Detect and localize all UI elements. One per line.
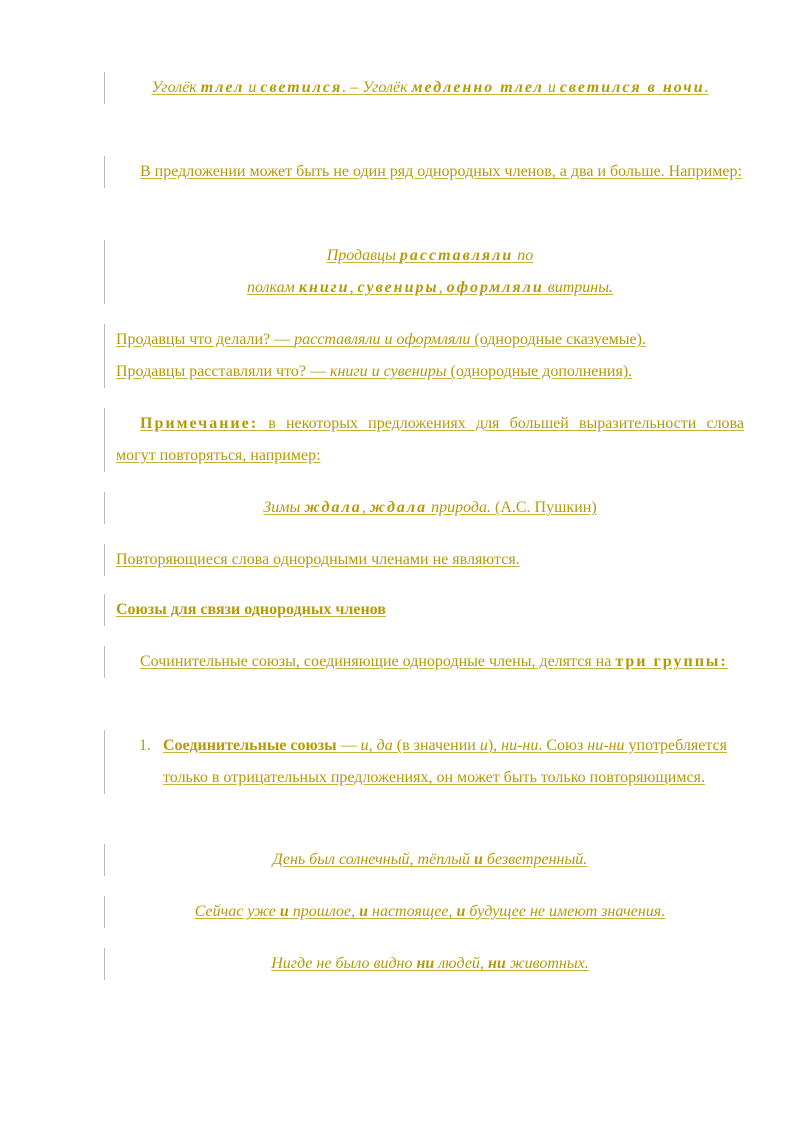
example-paragraph-pushkin [104,492,744,524]
list-item-body [163,730,732,794]
text-run: Продавцы расставляли что? — [116,363,330,380]
emphasized-word: сувениры [357,279,439,296]
conjunction: и [279,903,289,920]
text-run: в некоторых предложениях для большей выразительности слова могут повторяться, например: [116,415,744,464]
citation: (А.С. Пушкин) [490,499,597,516]
text-run: употребляется только в отрицательных предложениях, он может быть только повторяющимся. [163,737,727,786]
emphasized-word: медленно тлел [411,79,544,96]
text-run: (в значении [392,737,480,754]
emphasized-word: расставляли [399,247,514,264]
emphasized-word: светился в ночи [559,79,705,96]
body-paragraph [104,646,744,678]
conjunction: и [474,851,483,868]
text-run: Нигде не было видно [271,955,417,972]
text-run: . [704,79,709,96]
conjunction: и [456,903,466,920]
emphasized-word: ждала [304,499,362,516]
text-run: витрины. [543,279,614,296]
list-number: 1. [139,737,151,754]
text-run: День был солнечный, тёплый [272,851,475,868]
text-run: настоящее, [368,903,457,920]
text-run: Уголёк [151,79,201,96]
emphasized-word: три группы [615,653,721,670]
text-run: ни-ни [501,737,539,754]
conjunction: ни [487,955,506,972]
text-run: будущее не имеют значения. [465,903,666,920]
term: Соединительные союзы [163,737,337,754]
text-run: (однородные сказуемые). [470,331,646,348]
text-run: Сейчас уже [194,903,280,920]
note-paragraph [104,408,744,472]
example-line [104,948,744,980]
text-run: природа. [427,499,491,516]
text-run: , [438,279,447,296]
text-run: , [361,499,370,516]
note-label: Примечание: [140,415,259,432]
text-run: животных. [505,955,589,972]
text-run: ), [487,737,502,754]
text-run: безветренный. [482,851,588,868]
text-run: и [543,79,560,96]
conjunction: и [359,903,369,920]
text-run: людей, [434,955,488,972]
text-run: и [244,79,261,96]
explanation-paragraph [104,324,744,388]
text-run: книги и сувениры [329,363,447,380]
example-line [104,844,744,876]
text-run: прошлое, [288,903,360,920]
example-line [104,896,744,928]
text-run: Продавцы что делали? — [116,331,295,348]
emphasized-word: книги [298,279,350,296]
text-run: и, да [360,737,393,754]
emphasized-word: светился [260,79,343,96]
text-run: : [720,653,728,670]
emphasized-word: тлел [200,79,245,96]
text-run: и [479,737,488,754]
text-run: расставляли и оформляли [294,331,471,348]
text-run: . Союз [538,737,588,754]
example-paragraph-prodavtsy [104,240,744,304]
text-run: — [336,737,361,754]
text-run: , [349,279,358,296]
example-paragraph-ugolek [104,72,744,104]
text-run: Сочинительные союзы, соединяющие однородные члены, делятся на [140,653,616,670]
text-run: ни-ни [587,737,625,754]
text-run: Продавцы [326,247,400,264]
emphasized-word: оформляли [446,279,544,296]
text-run: . – Уголёк [342,79,412,96]
text-run: полкам [246,279,299,296]
text-run: (однородные дополнения). [446,363,633,380]
text-run: Зимы [263,499,305,516]
body-paragraph: В предложении может быть не один ряд однородных членов, а два и больше. Например: [104,156,744,188]
conjunction: ни [416,955,435,972]
body-paragraph: Повторяющиеся слова однородными членами не являются. [104,544,744,576]
text-run: по [513,247,534,264]
list-item [104,730,744,794]
section-heading: Союзы для связи однородных членов [104,594,744,626]
emphasized-word: ждала [369,499,428,516]
